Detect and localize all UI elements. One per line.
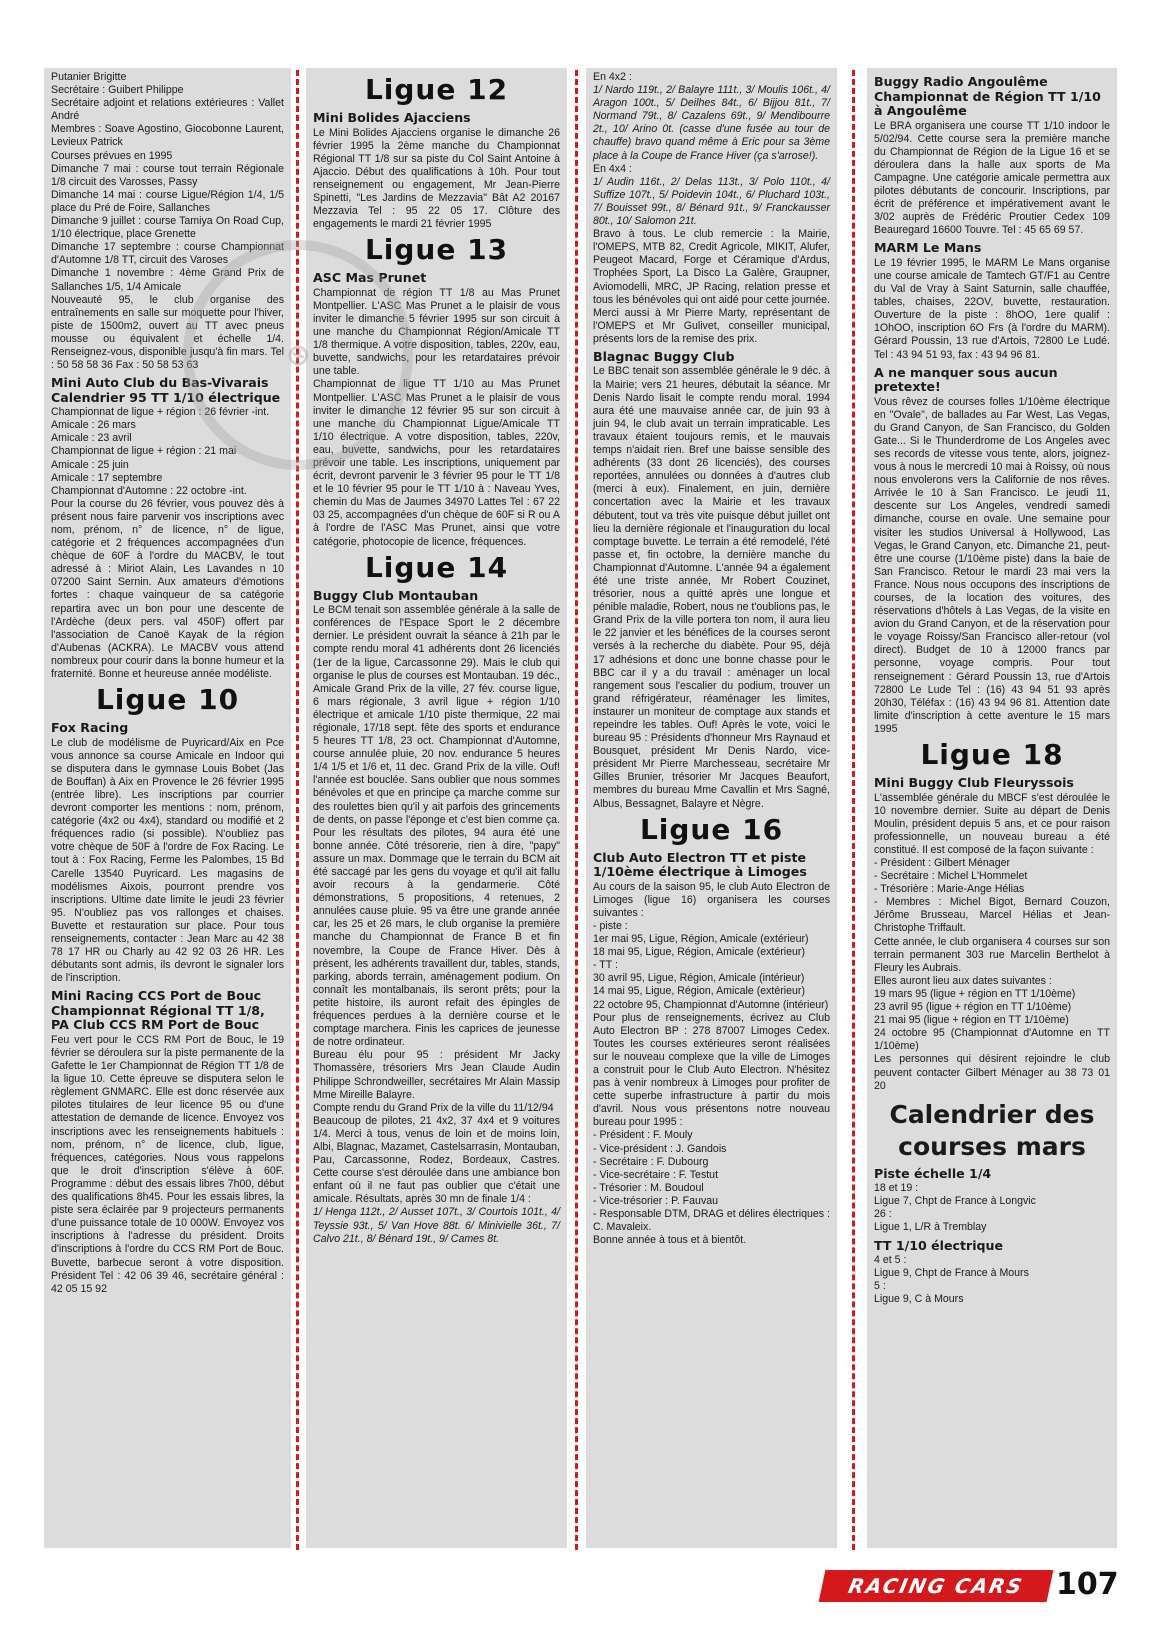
column-2 [306,68,567,1548]
column-divider [575,70,578,1550]
article-text: Le BRA organisera une course TT 1/10 indoor le 5/02/94. Cette course sera la première manche du Championnat de Région de la Ligue 16 et se déroulera dans la halle aux sports de Ma Campagne. Une catégorie amicale permettra aux pilotes débutants de concourir. Inscriptions, par écrit de préférence et impérativement avant le 3/02 auprès de Frédéric Proutier Cedex 109 Beauregard 16600 Touvre. Tel : 45 65 69 57. [874,119,1110,237]
calendar-title: Calendrier des courses mars [889,1099,1095,1161]
league-heading: Ligue 16 [639,812,784,846]
calendar-text: 4 et 5 : Ligue 9, Chpt de France à Mours 5 : Ligue 9, C à Mours [874,1254,1029,1306]
article-title: Mini Auto Club du Bas-Vivarais Calendrier 95 TT 1/10 électrique [51,375,281,405]
calendar-text: 18 et 19 : Ligue 7, Chpt de France à Longvic 26 : Ligue 1, L/R à Tremblay [874,1182,1036,1234]
article-title: Blagnac Buggy Club [593,348,735,364]
article-text: Championnat de ligue + région : 26 février -int. Amicale : 26 mars Amicale : 23 avril Championnat de ligue + région : 21 mai Amicale : 25 juin Amicale : 17 septembre Championnat d'Automne : 22 octobre -int. Pour la course du 26 février, vous pouvez dès à présent nous faire parvenir vos inscriptions avec nom, prénom, n° de licence, n° de ligue, catégorie et 2 fréquences accompagnées d'un chèque de 60F à l'ordre du MACBV, le tout adressé à : Miriot Alain, Les Lavandes n 10 07200 Saint Sernin. Aux amateurs d'émotions fortes : chaque vainqueur de sa catégorie repartira avec un bon pour une descente de l'Ardèche (deux pers. val 450F) offert par l'association de Canoë Kayak de la région d'Aubenas (ACKRA). Le MACBV vous attend nombreux pour courir dans la bonne humeur et la fraternité. Bonne et heureuse année modéliste. [51,406,284,681]
results-text: 1/ Nardo 119t., 2/ Balayre 111t., 3/ Moulis 106t., 4/ Aragon 100t., 5/ Deilhes 84t., 6/ Bijjou 81t., 7/ Normand 79t., 8/ Cazalens 69t., 9/ Mendibourre 2t., 10/ Arino 0t. (casse d'une fusée au tour de chauffe) bravo quand même à Eric pour sa 3ème place à la Coupe de France Hiver (ça s'arrose!). [593,84,830,162]
league-heading: Ligue 10 [95,683,240,717]
column-divider [296,70,299,1550]
league-heading: Ligue 18 [920,738,1064,772]
article-text: Putanier Brigitte Secrétaire : Guibert Philippe Secrétaire adjoint et relations extérieures : Vallet André Membres : Soave Agostino, Giocobonne Laurent, Levieux Patrick Courses prévues en 1995 Dimanche 7 mai : course tout terrain Régionale 1/8 circuit des Varosses, Passy Dimanche 14 mai : course Ligue/Région 1/4, 1/5 place du Pré de Foire, Sallanches Dimanche 9 juillet : course Tamiya On Road Cup, 1/10 électrique, place Grenette Dimanche 17 septembre : course Championnat d'Automne 1/8 TT, circuit des Varoses Dimanche 1 novembre : 4ème Grand Prix de Sallanches 1/5, 1/4 Amicale Nouveauté 95, le club organise des entraînements en salle sur moquette pour l'hiver, piste de 1500m2, ouvert au TT avec pneus mousse ou équivalent et échelle 1/4. Renseignez-vous, disponible jusqu'à fin mars. Tel : 50 58 58 36 Fax : 50 58 53 63 [51,71,284,372]
magazine-logo: RACING CARS [819,1570,1054,1602]
column-divider [852,70,855,1550]
article-text: Vous rêvez de courses folles 1/10ème électrique en "Ovale", de ballades au Far West, Las Vegas, du Grand Canyon, de San Francisco, du Golden Gate... Si le Thunderdrome de Los Angeles avec ses records de vitesse vous tente, alors, joignez-vous à nous le mercredi 10 mai à Roissy, où nous nous envolerons vers la Californie de nos rêves. Arrivée le 10 à San Francisco. Le jeudi 11, descente sur Los Angeles, vendredi samedi dimanche, course en ovale. Une semaine pour visiter les studios Universal à Hollywood, Las Vegas, le Grand Canyon, etc. Dimanche 21, peut-être une course (1/10ème piste) dans la baie de San Francisco. Retour le mardi 23 mai vers la France. Nous nous occupons des inscriptions de courses, de la location des voitures, des réservations d'hôtels à Las Vegas, de la visite en avion du Grand Canyon, et de la réservation pour le voyage Roissy/San Francisco aller-retour (vol direct). Budget de 10 à 12000 francs par personne, voyage compris. Pour tout renseignement : Gérard Poussin 13, rue d'Artois 72800 Le Lude Tel : (16) 43 94 51 93 après 20h30, Téléfax : (16) 43 94 96 81. Attention date limite d'inscription à cette aventure le 15 mars 1995 [874,395,1110,735]
article-title: Mini Racing CCS Port de Bouc Championnat Régional TT 1/8, PA Club CCS RM Port de Bouc [51,988,265,1033]
article-title: Mini Buggy Club Fleuryssois [874,775,1074,791]
league-heading: Ligue 12 [364,73,509,106]
article-title: Mini Bolides Ajacciens [313,110,471,125]
article-text: Le Mini Bolides Ajacciens organise le dimanche 26 février 1995 la 2ème manche du Championnat Régional TT 1/8 sur sa piste du Col Saint Antoine à Ajaccio. Début des qualifications à 10h. Pour tout renseignement ou engagement, Mr Jean-Pierre Spinetti, "Les Jardins de Mezzavia" Bât A2 20167 Mezzavia Tel : 95 22 05 17. Clôture des engagements le mardi 21 février 1995 [313,126,560,231]
article-text: Le BBC tenait son assemblée générale le 9 déc. à la Mairie; vers 21 heures, débutait la séance. Mr Denis Nardo lisait le compte rendu moral. 1994 aura été une mauvaise année car, de juin 93 à juin 94, le club avait un terrain impraticable. Les travaux étaient toujours remis, et le mauvais temps n'aidait rien. Bref une baisse sensible des adhérents (33 dont 26 licenciés), des courses reportées, annulées ou données à d'autres club (merci à eux). Finalement, en juin, dernière concertation avec la Mairie et les travaux débutent, tout va très vite puisque début juillet ont lieu la dernière régionale et l'inauguration du local comptage buvette. Le terrain a été remodelé, l'été passe et, fin octobre, la dernière manche du Championnat d'Automne. L'année 94 a également été une triste année, Mr Robert Couzinet, trésorier, nous a quitté après une longue et pénible maladie, Robert, nous ne t'oublions pas, le Grand Prix de la ville portera ton nom, il aura lieu le 22 janvier et les bénéfices de la courses seront versés à la recherche du diabète. Pour 95, déjà 17 adhésions et donc une bonne chasse pour le BBC car il y a du travail : aménager un local rangement sous l'escalier du podium, trouver un grand réfrigérateur, réaménager les limites, instaurer un moniteur de comptage aux stands et repeindre les tables. Ouf! Après le vote, voici le bureau 95 : Présidents d'honneur Mrs Raynaud et Bousquet, président Mr Denis Nardo, vice-président Mr Pierre Marchesseau, secrétaire Mr Gilles Brunier, trésorier Mr Jacques Beaufort, membres du bureau Mme Cavallin et Mrs Sagné, Albus, Bessagnet, Balayre et Nègre. [593,365,831,810]
column-4 [867,68,1117,1548]
article-title: MARM Le Mans [874,240,982,256]
article-title: Buggy Club Montauban [313,587,479,603]
column-1 [44,68,291,1548]
article-text: En 4x4 : [593,162,632,175]
article-title: Club Auto Electron TT et piste 1/10ème électrique à Limoges [593,849,807,880]
article-text: Au cours de la saison 95, le club Auto Electron de Limoges (ligue 16) organisera les courses suivantes : - piste : 1er mai 95, Ligue, Région, Amicale (extérieur) 18 mai 95, Ligue, Région, Amicale (extérieur) - TT : 30 avril 95, Ligue, Région, Amicale (intérieur) 14 mai 95, Ligue, Région, Amicale (extérieur) 22 octobre 95, Championnat d'Automne (intérieur) Pour plus de renseignements, écrivez au Club Auto Electron BP : 278 87007 Limoges Cedex. Toutes les courses extérieures seront réalisées sur le nouveau complexe que la ville de Limoges a construit pour le Club Auto Electron. N'hésitez pas à venir nombreux à Limoges pour profiter de cette superbe infrastructure à partir du mois d'avril. Nous vous présentons notre nouveau bureau pour 1995 : - Président : F. Mouly - Vice-président : J. Gandois - Secrétaire : F. Dubourg - Vice-secrétaire : F. Testut - Trésorier : M. Boudoul - Vice-trésorier : P. Fauvau - Responsable DTM, DRAG et délires électriques : C. Mavaleix. Bonne année à tous et à bientôt. [593,880,830,1247]
league-heading: Ligue 13 [364,233,509,267]
article-title: Buggy Radio Angoulême Championnat de Région TT 1/10 à Angoulême [874,74,1101,118]
article-text: Feu vert pour le CCS RM Port de Bouc, le 19 février se déroulera sur la piste permanente de la Gafette le 1er Championnat de Région TT 1/8 de la ligue 10. Cette épreuve se disputera selon le règlement GNMARC. Elle est donc réservée aux pilotes titulaires de leur licence 95 ou d'une attestation de demande de licence. Envoyez vos inscriptions avec les renseignements habituels : nom, prénom, n° de licence, club, ligue, fréquences, catégories. Nous vous rappelons que le droit d'inscription s'élève à 60F. Programme : début des essais libres 7h00, début des qualifications 8h45. Pour les essais libres, la piste sera éclairée par 9 projecteurs permanents d'une puissance totale de 10 000W. Envoyez vos inscriptions à l'adresse du président. Droits d'inscriptions à l'ordre du CCS RM Port de Bouc. Buvette, barbecue seront à votre disposition. Président Tel : 42 06 39 46, secrétaire général : 42 05 15 92 [51,1033,284,1295]
article-text: Le 19 février 1995, le MARM Le Mans organise une course amicale de Tamtech GT/F1 au Centre du Val de Vray à Saint Saturnin, salle chauffée, tables, chaises, 22OV, buvette, restauration. Ouverture de la piste : 8hOO, 1ere qualif : 1OhOO, inscription 6O Frs (à l'ordre du MARM). Gérard Poussin, 13 rue d'Artois, 72800 Le Ludé. Tel : 43 94 51 93, fax : 43 94 96 81. [874,256,1110,361]
article-text: Championnat de région TT 1/8 au Mas Prunet Montpellier. L'ASC Mas Prunet a le plaisir de vous inviter le dimanche 5 février 1995 sur son circuit à une manche du Championnat Région/Amicale TT 1/8 thermique. A votre disposition, tables, 220v, eau, buvette, sandwichs, pour les retardataires prévoir une table. Championnat de ligue TT 1/10 au Mas Prunet Montpellier. L'ASC Mas Prunet a le plaisir de vous inviter le dimanche 12 février 95 sur son circuit à une manche du Championnat Ligue/Amicale TT 1/10 électrique. A votre disposition, tables, 220v, eau, buvette, sandwichs, pour les retardataires prévoir une table. Les inscriptions, uniquement par écrit, devront parvenir le 3 février 95 pour le TT 1/8 et le 10 février 95 pour le TT 1/10 à : Naveau Yves, chemin du Mas de Jaumes 34970 Lattes Tel : 67 22 03 25, accompagnées d'un chèque de 60F si R ou A à l'ordre de l'ASC Mas Prunet, ainsi que votre catégorie, photocopie de licence, fréquences. [313,286,560,548]
article-text: L'assemblée générale du MBCF s'est déroulée le 10 novembre dernier. Suite au départ de Denis Moulin, président depuis 5 ans, et ce pour raison professionnelle, un nouveau bureau a été constitué. Il est composé de la façon suivante : - Président : Gilbert Ménager - Secrétaire : Michel L'Hommelet - Trésorière : Marie-Ange Hélias - Membres : Michel Bigot, Bernard Couzon, Jérôme Brusseau, Marcel Hélias et Jean-Christophe Triffault. Cette année, le club organisera 4 courses sur son terrain permanent 303 rue Marcelin Berthelot à Fleury les Aubrais. Elles auront lieu aux dates suivantes : 19 mars 95 (ligue + région en TT 1/10ème) 23 avril 95 (ligue + région en TT 1/10ème) 21 mai 95 (ligue + région en TT 1/10ème) 24 octobre 95 (Championnat d'Automne en TT 1/10ème) Les personnes qui désirent rejoindre le club peuvent contacter Gilbert Ménager au 38 73 01 20 [874,791,1110,1092]
article-title: TT 1/10 électrique [874,1237,1004,1253]
article-title: ASC Mas Prunet [313,270,427,286]
stamp-watermark: ⊗ [142,199,453,510]
article-title: Fox Racing [51,720,129,736]
column-3 [586,68,837,1548]
article-title: Piste échelle 1/4 [874,1165,992,1181]
page-number: 107 [1056,1567,1119,1602]
article-text: Bravo à tous. Le club remercie : la Mairie, l'OMEPS, MTB 82, Credit Agricole, MIKIT, Alufer, Peugeot Macard, Forge et Céramique d'Ardus, Trophées Sport, La Disco La Galère, Graupner, Aviomodelli, MRC, JP Racing, relation presse et tous les bénévoles qui ont aidé pour cette journée. Merci aussi à Mr Pierre Marty, représentant de l'OMEPS et Mr Gulivet, conseiller municipal, présents lors de la remise des prix. [593,228,830,345]
article-text: Le BCM tenait son assemblée générale à la salle de conférences de l'Espace Sport le 2 décembre dernier. Le président ouvrait la séance à 21h par le compte rendu moral 41 adhérents dont 26 licenciés (1er de la ligue, Carcassonne 29). Mais le club qui organise le plus de courses est Montauban. 19 déc., Amicale Grand Prix de la ville, 27 fév. course ligue, 6 mars régionale, 3 avril ligue + région 1/10 électrique et amicale 1/10 piste thermique, 22 mai régionale, 17/18 sept. fête des sports et endurance 5 heures TT 1/8, 23 oct. Championnat d'Automne, course annulée pluie, 20 nov. endurance 5 heures 1/4 1/5 et 1/6 et, 11 dec. Grand Prix de la ville. Ouf! l'année est bouclée. Sans oublier que nous sommes bénévoles et que en principe ça marche comme sur des roulettes bien qu'il y ait parfois des grincements de dents, on passe l'éponge et c'est bien comme ça. Pour les résultats des pilotes, 94 aura été une bonne année. Côté trésorerie, rien à dire, "papy" assure un max. Dommage que le terrain du BCM ait été saccagé par les gens du voyage et qu'il ait fallu avoir recours à la gendarmerie. Côté démonstrations, 5 propositions, 4 retenues, 2 annulées cause pluie. 95 va être une grande année car, les 25 et 26 mars, le club organise la première manche du Championnat de France B et fin novembre, la Coupe de France Hiver. Dès à présent, les adhérents travaillent dur, tables, stands, parking, abords terrain, aménagement podium. On connaît les montalbanais, ils seront prêts; pour la petite histoire, ils auront refait des épingles de fréquences perdues à la dernière course et le comptage marchera. Finis les caprices de jeunesse de notre ordinateur. Bureau élu pour 95 : président Mr Jacky Thomassère, trésoriers Mrs Jean Claude Audin Philippe Schrondweiller, secrétaires Mr Alain Massip Mme Mireille Balayre. Compte rendu du Grand Prix de la ville du 11/12/94 Beaucoup de pilotes, 21 4x2, 37 4x4 et 9 voitures 1/4. Merci à tous, venus de loin et de moins loin, Albi, Blagnac, Mazamet, Castelsarrasin, Montauban, Pau, Carcassonne, Rodez, Bordeaux, Castres. Cette course s'est déroulée dans une ambiance bon enfant où il ne faut pas oublier que c'était une amicale. Résultats, après 30 mn de finale 1/4 : [313,604,560,1206]
league-heading: Ligue 14 [364,550,509,584]
article-text: Le club de modélisme de Puyricard/Aix en Pce vous annonce sa course Amicale en Indoor qui se disputera dans le gymnase Louis Bobet (Jas de Bouffan) à Aix en Provence le 26 février 1995 (entrée libre). Les inscriptions par courrier devront comporter les mentions : nom, prénom, catégorie (4x2 ou 4x4), standard ou modifié et 2 fréquences radio (si possible). N'oubliez pas votre chèque de 50F à l'ordre de Fox Racing. Le tout à : Fox Racing, Ferme les Palombes, 15 Bd Carelle 13540 Puyricard. Les magasins de modélismes Aixois, pourront prendre vos inscriptions. Ultime date limite le jeudi 23 février 95. N'oubliez pas vos rallonges et chaises. Buvette et restauration sur place. Pour tous renseignements, contacter : Jean Marc au 42 38 78 17 HR ou Charly au 42 92 03 26 HR. Les débutants sont admis, ils devront le signaler lors de l'inscription. [51,736,284,985]
article-text: En 4x2 : [593,71,632,83]
results-text: 1/ Henga 112t., 2/ Ausset 107t., 3/ Courtois 101t., 4/ Teyssie 93t., 5/ Van Hove 88t. 6/ Minivielle 36t., 7/ Calvo 21t., 8/ Bénard 19t., 9/ Cames 8t. [313,1206,560,1245]
results-text: 1/ Audin 116t., 2/ Delas 113t., 3/ Polo 110t., 4/ Suffize 107t., 5/ Poidevin 104t., 6/ Pluchard 103t., 7/ Bouisset 99t., 8/ Bénard 91t., 9/ Franckausser 80t., 10/ Salomon 21t. [593,175,830,228]
article-title: A ne manquer sous aucun pretexte! [874,364,1058,395]
